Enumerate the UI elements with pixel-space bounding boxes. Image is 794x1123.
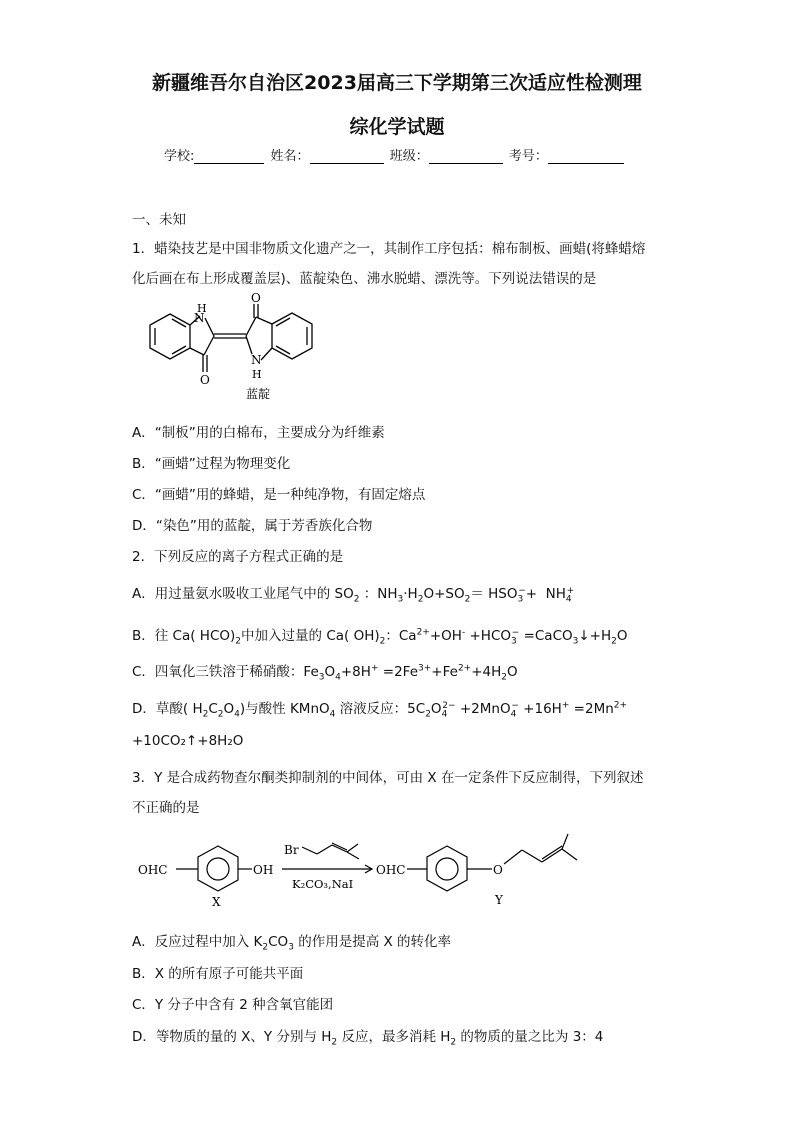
q2-option-c[interactable]: C．四氧化三铁溶于稀硝酸：$Fe_3O_4+8H^+ =2Fe^{3+}+Fe^{2+}+4H_2O$ bbox=[132, 663, 518, 683]
q3-option-d[interactable]: D．等物质的量的 X、Y 分别与 $H_2$ 反应，最多消耗 $H_2$ 的物质的量之比为 3：4 bbox=[132, 1029, 604, 1048]
right-o-atom: O bbox=[251, 292, 261, 305]
x-compound-label: X bbox=[212, 895, 221, 909]
x-ohc-label: OHC bbox=[138, 863, 168, 877]
q1-stem-line2: 化后画在布上形成覆盖层)、蓝靛染色、沸水脱蜡、漂洗等。下列说法错误的是 bbox=[132, 271, 597, 287]
q3-option-c[interactable]: C．Y 分子中含有 2 种含氧官能团 bbox=[132, 997, 334, 1013]
left-h-atom: H bbox=[197, 302, 207, 315]
y-compound-label: Y bbox=[495, 893, 503, 907]
q2-stem: 2．下列反应的离子方程式正确的是 bbox=[132, 549, 344, 565]
section-heading: 一、未知 bbox=[132, 212, 186, 228]
indigo-caption: 蓝靛 bbox=[246, 387, 271, 401]
q2-option-d-line2: +10CO₂↑+8H₂O bbox=[132, 733, 244, 749]
left-o-atom: O bbox=[200, 373, 210, 387]
q3-option-a-text: A．反应过程中加入 K bbox=[132, 934, 263, 950]
class-label: 班级： bbox=[389, 149, 429, 164]
exam-title-line2: 综化学试题 bbox=[349, 116, 445, 138]
q2-option-a[interactable]: A．用过量氨水吸收工业尾气中的 $SO_2$ ：$NH_3\cdot H_2O+SO_2= HSO_3^-+ NH_4^+$ bbox=[132, 585, 575, 605]
q2-option-d[interactable]: D．草酸( $H_2C_2O_4$)与酸性 KMnO$_4$ 溶液反应：$5C_2O_4^{2-} +2MnO_4^- +16H^+ =2Mn^{2+}$ bbox=[132, 700, 628, 720]
q2-option-c-text: C．四氧化三铁溶于稀硝酸：Fe bbox=[132, 664, 319, 680]
q1-option-d[interactable]: D．“染色”用的蓝靛，属于芳香族化合物 bbox=[132, 518, 373, 534]
name-blank[interactable] bbox=[310, 149, 384, 164]
q1-stem-line1: 1．蜡染技艺是中国非物质文化遗产之一，其制作工序包括：棉布制板、画蜡(将蜂蜡熔 bbox=[132, 241, 646, 257]
q3-option-b[interactable]: B．X 的所有原子可能共平面 bbox=[132, 966, 304, 982]
exam-no-blank[interactable] bbox=[548, 149, 624, 164]
y-ohc-label: OHC bbox=[376, 863, 406, 877]
q3-option-a[interactable]: A．反应过程中加入 $K_2CO_3$ 的作用是提高 X 的转化率 bbox=[132, 934, 452, 953]
indigo-structure-figure bbox=[132, 292, 332, 404]
y-o-atom: O bbox=[493, 863, 503, 877]
left-n-atom: N bbox=[194, 311, 205, 325]
q3-stem-line2: 不正确的是 bbox=[132, 800, 200, 816]
q2-option-a-text: A．用过量氨水吸收工业尾气中的 SO bbox=[132, 586, 354, 602]
class-blank[interactable] bbox=[429, 149, 503, 164]
reagent-conditions: K₂CO₃,NaI bbox=[292, 877, 354, 891]
reagent-br-label: Br bbox=[284, 843, 299, 857]
x-oh-label: OH bbox=[253, 863, 274, 877]
exam-title-line1: 新疆维吾尔自治区2023届高三下学期第三次适应性检测理 bbox=[152, 72, 642, 94]
school-label: 学校: bbox=[164, 149, 195, 164]
q3-option-d-text: D．等物质的量的 X、Y 分别与 H bbox=[132, 1029, 332, 1045]
q2-option-b[interactable]: B．往 Ca( $HCO)_2$中加入过量的 Ca( $OH)_2$：$Ca^{2+}+OH^- +HCO_3^-$ $=CaCO_3↓+H_2O$ bbox=[132, 627, 628, 647]
q1-option-c[interactable]: C．“画蜡”用的蜂蜡，是一种纯净物，有固定熔点 bbox=[132, 487, 426, 503]
right-h-atom: H bbox=[252, 368, 262, 381]
school-blank[interactable] bbox=[194, 149, 264, 164]
q1-option-a[interactable]: A．“制板”用的白棉布，主要成分为纤维素 bbox=[132, 425, 385, 441]
right-n-atom: N bbox=[251, 353, 262, 367]
q2-option-d-text: D．草酸( H bbox=[132, 701, 203, 717]
q1-option-b[interactable]: B．“画蜡”过程为物理变化 bbox=[132, 456, 291, 472]
reaction-scheme-figure bbox=[132, 832, 632, 910]
exam-no-label: 考号： bbox=[508, 149, 548, 164]
student-info-row bbox=[164, 145, 626, 164]
name-label: 姓名： bbox=[270, 149, 310, 164]
q3-stem-line1: 3．Y 是合成药物查尔酮类抑制剂的中间体，可由 X 在一定条件下反应制得，下列叙述 bbox=[132, 770, 644, 786]
q2-option-b-text: B．往 Ca( HCO bbox=[132, 628, 231, 644]
